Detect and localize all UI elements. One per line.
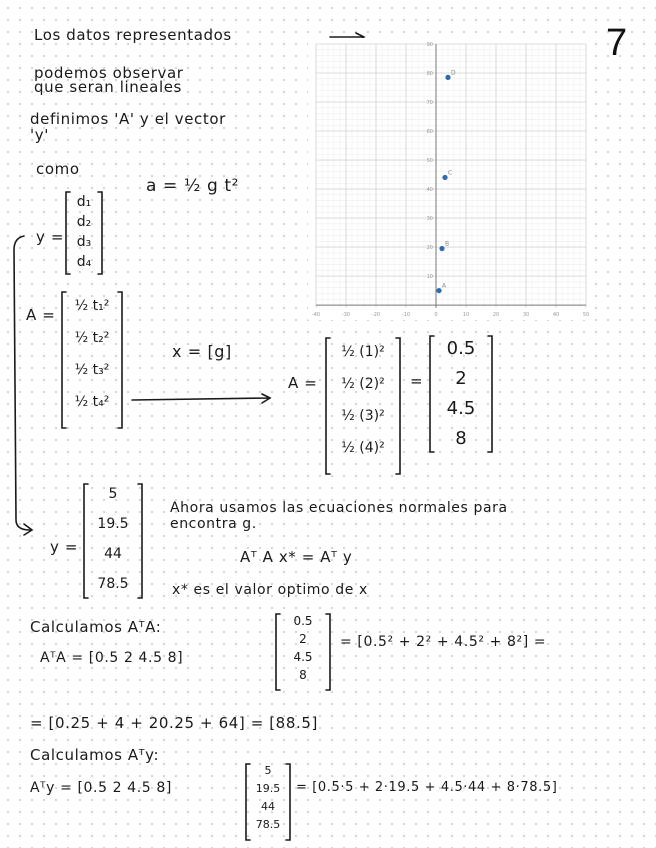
ata-heading: Calculamos AᵀA: [30,618,162,636]
intro-line-6: como [36,160,80,178]
aty-heading: Calculamos Aᵀy: [30,746,160,764]
data-point [439,246,444,251]
data-point [436,288,441,293]
data-point-label: C [448,169,453,177]
y-def-entry: d₁ [76,194,92,210]
A-value: 8 [455,428,467,449]
x-tick-label: -10 [401,312,411,318]
y-tick-label: 70 [426,100,433,107]
scatter-chart [308,38,594,320]
y-def-entry: d₂ [76,214,92,230]
A-eval-entry: ½ (4)² [341,440,385,456]
y-tick-label: 30 [426,216,433,223]
aty-entry: 44 [261,800,275,813]
y-value: 5 [108,486,118,502]
intro-line-2: podemos observar [34,64,184,82]
y-tick-label: 10 [426,274,433,281]
aty-entry: 19.5 [255,782,281,795]
y-tick-label: 60 [426,129,433,136]
x-tick-label: -20 [371,312,381,318]
x-tick-label: 0 [434,312,438,318]
ata-result: = [0.25 + 4 + 20.25 + 64] = [88.5] [30,714,318,732]
page-number: 7 [606,22,628,64]
y-vals-label: y = [50,538,79,556]
A-value: 4.5 [446,398,476,419]
A-def-entry: ½ t₁² [74,298,110,314]
A-def-entry: ½ t₄² [74,394,110,410]
A-eval-entry: ½ (2)² [341,376,385,392]
y-tick-label: 80 [426,71,433,78]
data-point-label: D [451,69,456,77]
intro-line-1: Los datos representados [34,26,232,44]
y-tick-label: 90 [426,42,433,48]
normal-eq-note: x* es el valor optimo de x [172,582,368,598]
A-def-label: A = [26,306,56,324]
A-value: 2 [455,368,467,389]
y-def-entry: d₃ [76,234,92,250]
y-tick-label: 50 [426,158,433,165]
y-tick-label: 20 [426,245,433,252]
aty-lhs: Aᵀy = [0.5 2 4.5 8] [30,780,172,796]
y-def-vector [64,190,104,276]
normal-eq-line-1: Ahora usamos las ecuaciones normales para [170,500,508,516]
intro-line-3: que seran lineales [34,78,182,96]
data-point [442,175,447,180]
aty-rhs: = [0.5·5 + 2·19.5 + 4.5·44 + 8·78.5] [296,780,558,795]
x-tick-label: 40 [552,312,560,318]
data-point [445,75,450,80]
A-def-entry: ½ t₃² [74,362,110,378]
A-def-vector [60,290,124,430]
data-point-label: B [445,240,450,248]
x-def: x = [g] [172,342,232,361]
x-tick-label: 10 [462,312,470,318]
y-value: 78.5 [97,576,129,592]
ata-entry: 8 [299,668,307,682]
normal-eq-equation: Aᵀ A x* = Aᵀ y [240,548,353,566]
A-eval-entry: ½ (3)² [341,408,385,424]
intro-equation: a = ½ g t² [146,176,240,196]
ata-lhs: AᵀA = [0.5 2 4.5 8] [40,650,184,666]
y-def-entry: d₄ [76,254,92,270]
A-eval-equals: = [410,372,424,390]
ata-column [274,612,332,692]
A-eval-label: A = [288,374,318,392]
ata-rhs: = [0.5² + 2² + 4.5² + 8²] = [340,634,547,650]
ata-entry: 0.5 [293,614,313,628]
aty-entry: 5 [264,764,272,777]
x-tick-label: -40 [311,312,321,318]
x-tick-label: -30 [341,312,351,318]
x-tick-label: 30 [522,312,530,318]
y-def-label: y = [36,228,65,246]
x-tick-label: 50 [582,312,590,318]
A-eval-vector [324,336,402,476]
aty-entry: 78.5 [255,818,281,831]
ata-entry: 4.5 [293,650,313,664]
data-point-label: A [442,282,447,290]
A-value: 0.5 [446,338,476,359]
A-values-vector [428,334,494,454]
x-tick-label: 20 [492,312,500,318]
normal-eq-line-2: encontra g. [170,516,257,532]
ata-entry: 2 [299,632,307,646]
aty-column [244,762,292,842]
A-def-entry: ½ t₂² [74,330,110,346]
y-tick-label: 40 [426,187,433,194]
intro-line-4: definimos 'A' y el vector [30,110,226,128]
y-value: 19.5 [97,516,129,532]
intro-line-5: 'y' [30,126,49,144]
y-value: 44 [104,546,122,562]
y-vals-vector [82,482,144,600]
A-eval-entry: ½ (1)² [341,344,385,360]
